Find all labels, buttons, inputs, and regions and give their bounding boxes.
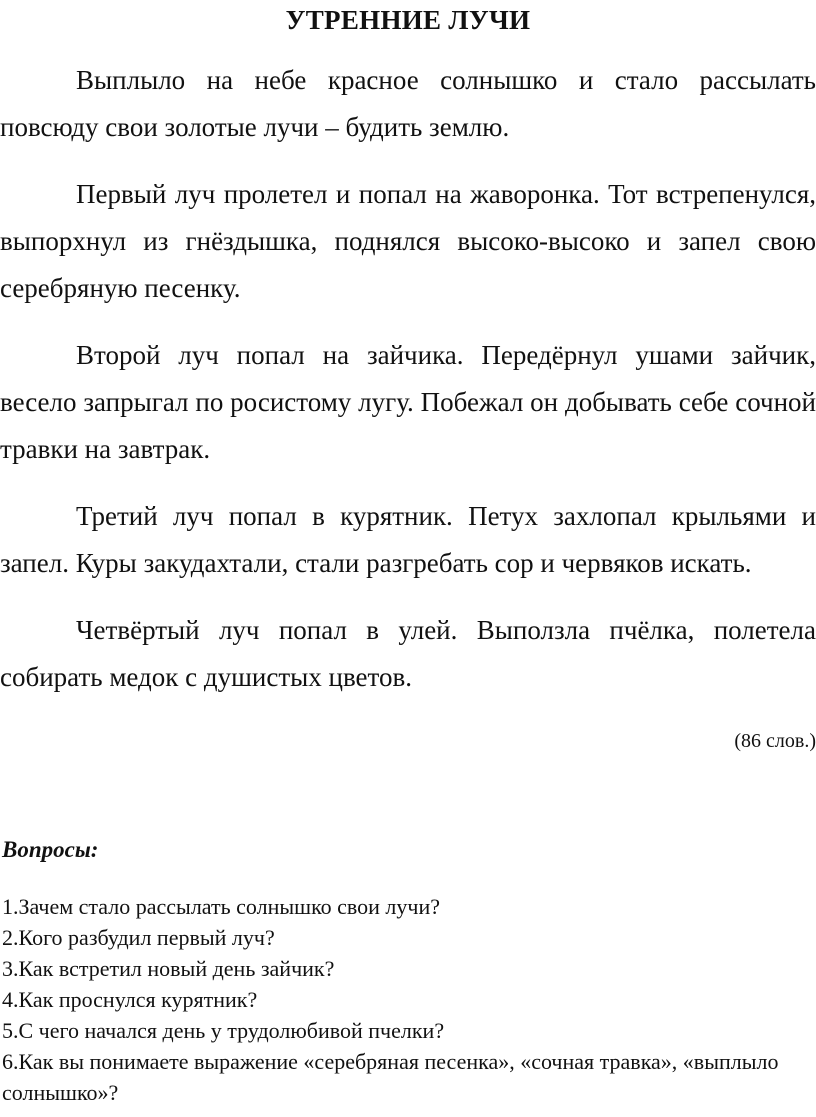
paragraph-1: Выплыло на небе красное солнышко и стало рассылать повсюду свои золотые лучи – будить землю. xyxy=(0,65,816,142)
word-count: (86 слов.) xyxy=(734,730,816,752)
paragraph-3: Второй луч попал на зайчика. Передёрнул ушами зайчик, весело запрыгал по росистому лугу. Побежал он добывать себе сочной травки на завтрак. xyxy=(0,340,816,464)
questions-heading: Вопросы: xyxy=(2,837,99,862)
question-item: 2.Кого разбудил первый луч? xyxy=(2,925,275,950)
story-text xyxy=(0,57,816,721)
paragraph-2: Первый луч пролетел и попал на жаворонка. Тот встрепенулся, выпорхнул из гнёздышка, поднялся высоко-высоко и запел свою серебряную песенку. xyxy=(0,179,816,303)
paragraph-4: Третий луч попал в курятник. Петух захлопал крыльями и запел. Куры закудахтали, стали разгребать сор и червяков искать. xyxy=(0,501,816,578)
question-item: 6.Как вы понимаете выражение «серебряная песенка», «сочная травка», «выплыло солнышко»? xyxy=(2,1049,779,1105)
page-title: УТРЕННИЕ ЛУЧИ xyxy=(285,5,531,35)
paragraph-5: Четвёртый луч попал в улей. Выползла пчёлка, полетела собирать медок с душистых цветов. xyxy=(0,615,816,692)
question-item: 4.Как проснулся курятник? xyxy=(2,987,258,1012)
question-item: 3.Как встретил новый день зайчик? xyxy=(2,956,335,981)
question-item: 1.Зачем стало рассылать солнышко свои лучи? xyxy=(2,894,441,919)
questions-list xyxy=(2,891,792,1108)
question-item: 5.С чего начался день у трудолюбивой пчелки? xyxy=(2,1018,445,1043)
